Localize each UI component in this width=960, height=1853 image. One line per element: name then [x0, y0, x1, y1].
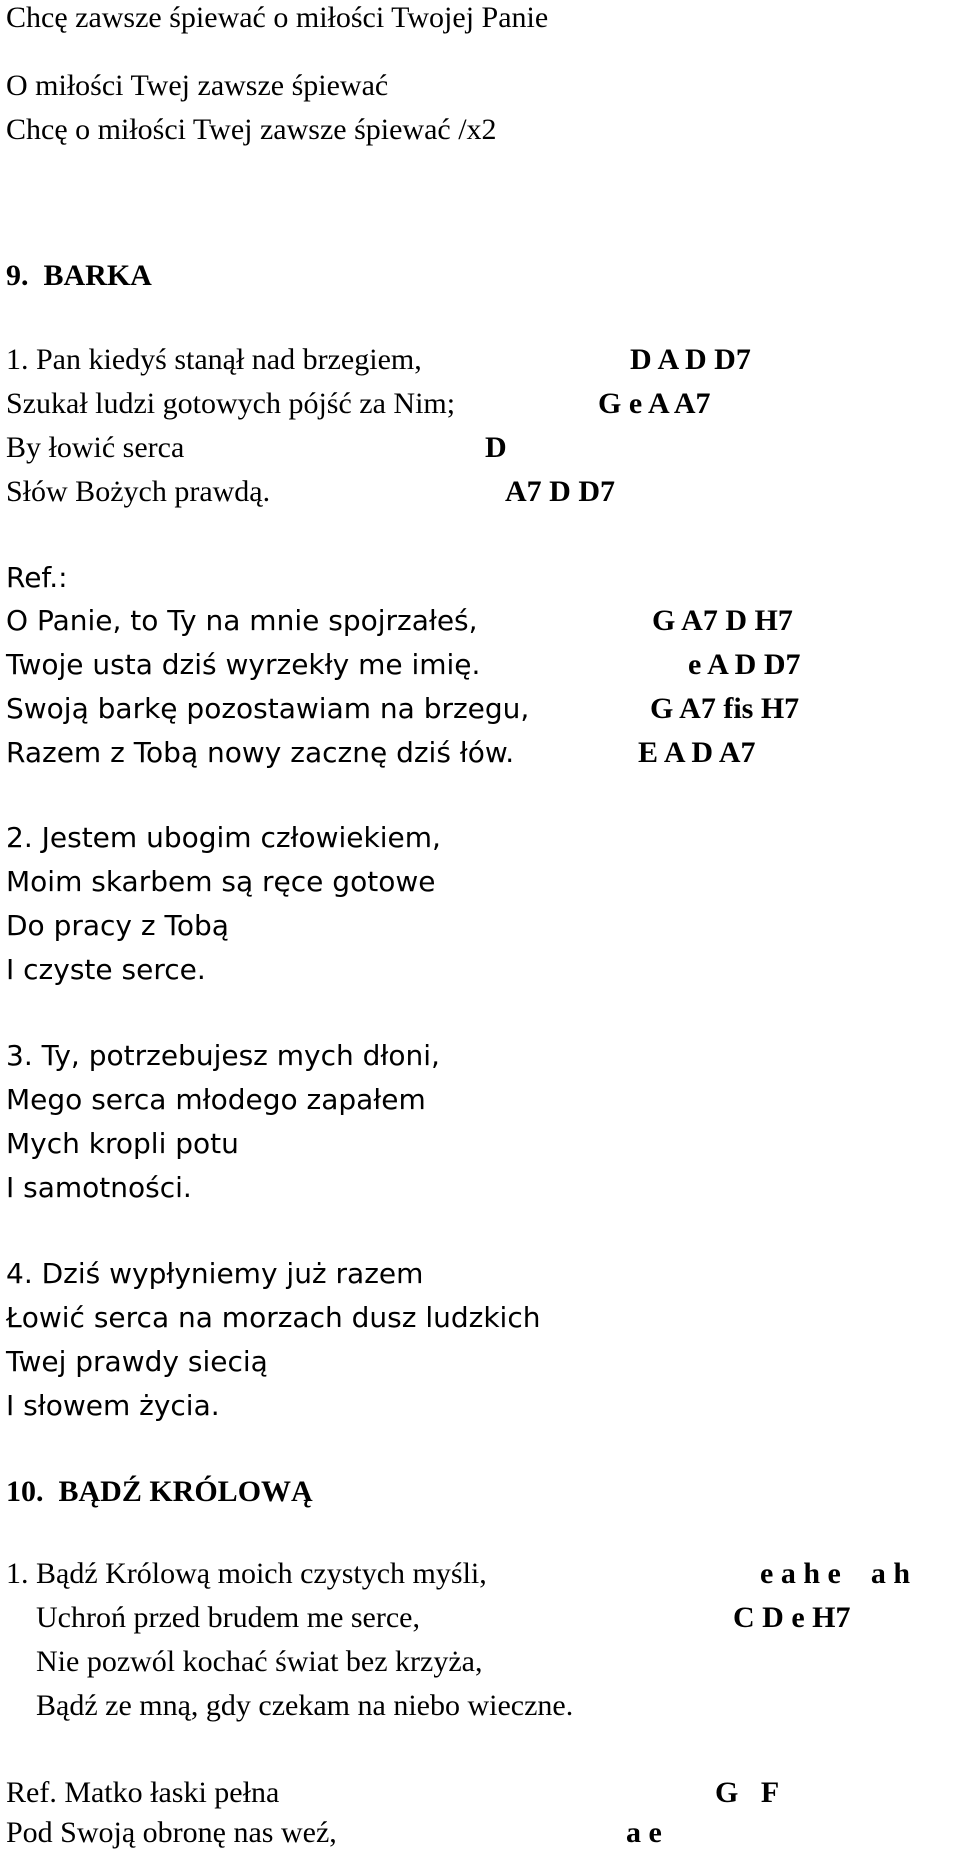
- lyric-line: Uchroń przed brudem me serce,: [6, 1601, 420, 1634]
- chord-label: e A D D7: [688, 648, 801, 681]
- lyric-line: Moim skarbem są ręce gotowe: [6, 865, 436, 898]
- intro-line: Chcę zawsze śpiewać o miłości Twojej Panie: [6, 1, 549, 34]
- lyric-line: 1. Bądź Królową moich czystych myśli,: [6, 1557, 487, 1590]
- chord-label: G e A A7: [598, 387, 711, 420]
- lyric-line: Pod Swoją obronę nas weź,: [6, 1816, 337, 1849]
- lyric-line: 4. Dziś wypłyniemy już razem: [6, 1257, 424, 1290]
- lyric-line: I słowem życia.: [6, 1389, 220, 1422]
- chord-label: A7 D D7: [505, 475, 615, 508]
- lyric-line: Mych kropli potu: [6, 1127, 239, 1160]
- lyric-line: Łowić serca na morzach dusz ludzkich: [6, 1301, 541, 1334]
- lyric-line: Razem z Tobą nowy zacznę dziś łów.: [6, 736, 515, 769]
- lyric-line: Do pracy z Tobą: [6, 909, 229, 942]
- song-title: 9. BARKA: [6, 259, 152, 292]
- lyric-line: O Panie, to Ty na mnie spojrzałeś,: [6, 604, 478, 637]
- lyric-line: 2. Jestem ubogim człowiekiem,: [6, 821, 441, 854]
- lyric-line: Nie pozwól kochać świat bez krzyża,: [6, 1645, 483, 1678]
- chord-label: C D e H7: [733, 1601, 851, 1634]
- chord-label: G F: [715, 1776, 780, 1809]
- lyric-line: Swoją barkę pozostawiam na brzegu,: [6, 692, 530, 725]
- lyric-line: Bądź ze mną, gdy czekam na niebo wieczne.: [6, 1689, 574, 1722]
- lyric-line: Słów Bożych prawdą.: [6, 475, 271, 508]
- lyric-line: Szukał ludzi gotowych pójść za Nim;: [6, 387, 456, 420]
- song-title: 10. BĄDŹ KRÓLOWĄ: [6, 1475, 313, 1508]
- lyric-line: By łowić serca: [6, 431, 185, 464]
- intro-line: Chcę o miłości Twej zawsze śpiewać /x2: [6, 113, 497, 146]
- lyric-line: 1. Pan kiedyś stanął nad brzegiem,: [6, 343, 422, 376]
- chord-label: E A D A7: [638, 736, 756, 769]
- chord-label: D A D D7: [630, 343, 751, 376]
- lyric-line: Twoje usta dziś wyrzekły me imię.: [6, 648, 481, 681]
- lyric-line: I samotności.: [6, 1171, 192, 1204]
- intro-line: O miłości Twej zawsze śpiewać: [6, 69, 389, 102]
- chord-label: a e: [626, 1816, 662, 1849]
- lyric-line: 3. Ty, potrzebujesz mych dłoni,: [6, 1039, 440, 1072]
- chord-label: G A7 fis H7: [650, 692, 800, 725]
- lyric-line: Twej prawdy siecią: [6, 1345, 268, 1378]
- chord-label: D: [485, 431, 507, 464]
- lyric-line: Mego serca młodego zapałem: [6, 1083, 426, 1116]
- lyric-line: Ref. Matko łaski pełna: [6, 1776, 280, 1809]
- lyric-line: I czyste serce.: [6, 953, 206, 986]
- refrain-label: Ref.:: [6, 561, 68, 594]
- chord-label: G A7 D H7: [652, 604, 793, 637]
- chord-label: e a h e a h: [760, 1557, 910, 1590]
